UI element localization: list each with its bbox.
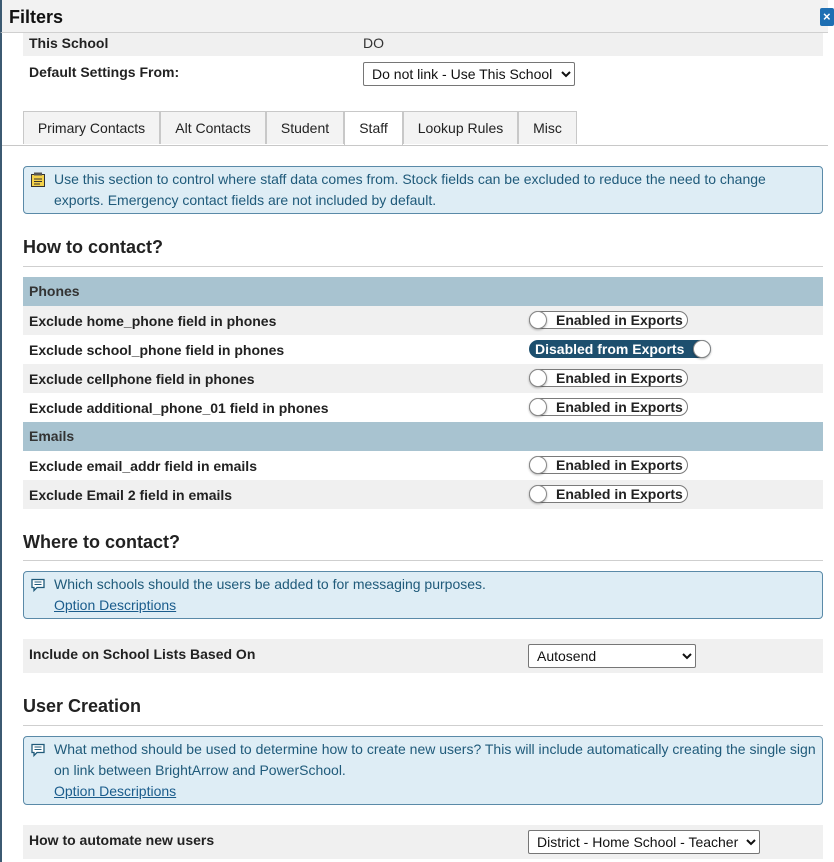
- automate-users-row: [23, 825, 823, 859]
- toggle-label: Enabled in Exports: [556, 399, 683, 415]
- toggle-knob: [529, 311, 547, 329]
- toggle-knob: [529, 456, 547, 474]
- where-info-text: Which schools should the users be added to for messaging purposes.: [54, 576, 486, 592]
- field-label: Exclude Email 2 field in emails: [29, 487, 233, 503]
- tab-alt-contacts[interactable]: Alt Contacts: [160, 111, 266, 144]
- default-settings-row: [23, 56, 823, 96]
- field-label: Exclude email_addr field in emails: [29, 458, 257, 474]
- tab-misc[interactable]: Misc: [518, 111, 577, 144]
- school-lists-label: Include on School Lists Based On: [29, 646, 256, 662]
- option-descriptions-link[interactable]: Option Descriptions: [54, 783, 177, 799]
- this-school-label: This School: [29, 35, 109, 51]
- tab-divider: [2, 145, 828, 146]
- toggle-label: Enabled in Exports: [556, 457, 683, 473]
- tab-staff[interactable]: Staff: [344, 111, 403, 146]
- field-row: [23, 451, 823, 480]
- tab-lookup-rules[interactable]: Lookup Rules: [403, 111, 518, 144]
- dialog-title: Filters: [9, 7, 64, 27]
- where-to-contact-heading: Where to contact?: [23, 532, 181, 552]
- section-divider: [23, 266, 823, 267]
- export-toggle[interactable]: [529, 340, 711, 358]
- close-icon[interactable]: ×: [820, 8, 834, 26]
- dialog-titlebar: [0, 0, 831, 33]
- automate-users-label: How to automate new users: [29, 832, 215, 848]
- default-settings-label: Default Settings From:: [29, 64, 180, 80]
- default-settings-select[interactable]: [363, 62, 575, 86]
- tab-primary-contacts[interactable]: Primary Contacts: [23, 111, 160, 144]
- field-label: Exclude school_phone field in phones: [29, 342, 285, 358]
- toggle-label: Enabled in Exports: [556, 370, 683, 386]
- phones-header: [23, 277, 823, 306]
- user-creation-info-text-block: [54, 739, 816, 802]
- phones-header-label: Phones: [29, 283, 80, 299]
- field-row: [23, 393, 823, 422]
- this-school-value: DO: [363, 35, 384, 51]
- section-divider: [23, 725, 823, 726]
- school-lists-select[interactable]: [528, 644, 696, 668]
- field-row: [23, 335, 823, 364]
- tab-student[interactable]: Student: [266, 111, 344, 144]
- automate-users-select[interactable]: [528, 830, 760, 854]
- toggle-label: Enabled in Exports: [556, 312, 683, 328]
- this-school-row: [23, 33, 823, 56]
- emails-header: [23, 422, 823, 451]
- export-toggle[interactable]: [529, 485, 688, 503]
- staff-info-text: Use this section to control where staff data comes from. Stock fields can be excluded to reduce the need to change exports. Emergency contact fields are not included by default.: [54, 171, 766, 208]
- toggle-knob: [529, 398, 547, 416]
- dialog-border: [0, 33, 2, 862]
- field-label: Exclude cellphone field in phones: [29, 371, 255, 387]
- field-label: Exclude additional_phone_01 field in phones: [29, 400, 329, 416]
- emails-header-label: Emails: [29, 428, 75, 444]
- export-toggle[interactable]: [529, 456, 688, 474]
- field-row: [23, 306, 823, 335]
- toggle-knob: [529, 369, 547, 387]
- user-creation-heading: User Creation: [23, 696, 142, 716]
- export-toggle[interactable]: [529, 369, 688, 387]
- toggle-label: Disabled from Exports: [535, 341, 685, 357]
- field-row: [23, 480, 823, 509]
- toggle-knob: [529, 485, 547, 503]
- user-creation-info-text: What method should be used to determine how to create new users? This will include automatically creating the single sign on link between BrightArrow and PowerSchool.: [54, 741, 816, 778]
- user-creation-info-box: [23, 736, 823, 805]
- where-info-text-block: [54, 574, 816, 616]
- export-toggle[interactable]: [529, 311, 688, 329]
- field-row: [23, 364, 823, 393]
- field-label: Exclude home_phone field in phones: [29, 313, 277, 329]
- comment-icon: [30, 577, 46, 599]
- comment-icon: [30, 742, 46, 764]
- staff-info-box: [23, 166, 823, 214]
- toggle-label: Enabled in Exports: [556, 486, 683, 502]
- school-lists-row: [23, 639, 823, 673]
- option-descriptions-link[interactable]: Option Descriptions: [54, 597, 177, 613]
- section-divider: [23, 560, 823, 561]
- export-toggle[interactable]: [529, 398, 688, 416]
- note-icon: [30, 172, 46, 194]
- toggle-knob: [693, 340, 711, 358]
- where-info-box: [23, 571, 823, 619]
- how-to-contact-heading: How to contact?: [23, 237, 163, 257]
